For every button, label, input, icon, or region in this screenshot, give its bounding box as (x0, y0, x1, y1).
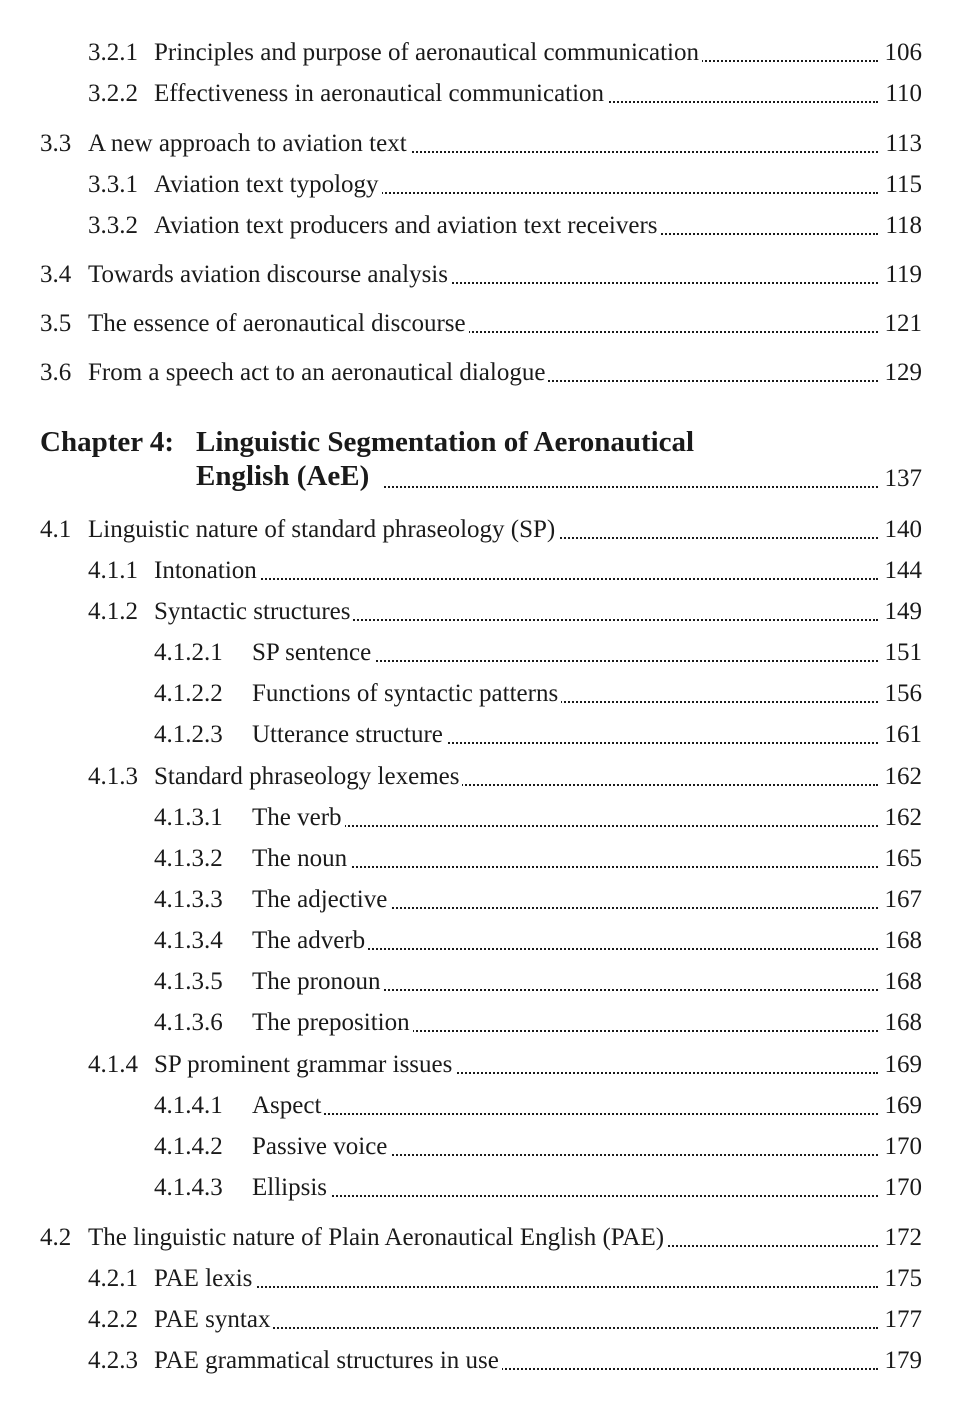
section-number: 4.1.2.2 (154, 680, 223, 707)
toc-entry[interactable] (0, 1048, 922, 1082)
page-number: 168 (881, 926, 923, 956)
toc-entry[interactable] (0, 209, 922, 243)
section-title: PAE syntax (154, 1305, 273, 1335)
toc-entry[interactable] (0, 554, 922, 588)
toc-entry[interactable] (0, 36, 922, 70)
section-title: Principles and purpose of aeronautical communication (154, 38, 702, 68)
toc-entry[interactable] (0, 1303, 922, 1337)
toc-entry[interactable] (0, 883, 922, 917)
toc-entry[interactable] (0, 1006, 922, 1040)
page-number: 110 (881, 79, 922, 109)
page-number: 175 (881, 1264, 923, 1294)
section-title: From a speech act to an aeronautical dialogue (88, 358, 548, 388)
section-title: Standard phraseology lexemes (154, 762, 462, 792)
page-number: 129 (881, 358, 923, 388)
section-title: Linguistic nature of standard phraseology (SP) (88, 515, 558, 545)
section-number: 4.1.3.4 (154, 927, 223, 954)
section-number: 4.1.4 (88, 1051, 138, 1078)
toc-entry[interactable] (0, 801, 922, 835)
toc-entry[interactable] (0, 842, 922, 876)
page-number: 162 (881, 803, 923, 833)
toc-entry[interactable] (0, 760, 922, 794)
toc-entry[interactable] (0, 307, 922, 341)
section-number: 4.2.3 (88, 1347, 138, 1374)
section-title: Functions of syntactic patterns (252, 679, 561, 709)
dot-leader (252, 825, 878, 827)
page-number: 113 (881, 129, 922, 159)
dot-leader (154, 578, 878, 580)
toc-entry[interactable] (0, 77, 922, 111)
page-number: 168 (881, 1008, 923, 1038)
page-number: 179 (881, 1346, 923, 1376)
section-number: 4.1.1 (88, 557, 138, 584)
page-number: 169 (881, 1091, 923, 1121)
page-number: 177 (881, 1305, 923, 1335)
section-number: 4.2.2 (88, 1306, 138, 1333)
section-title: The preposition (252, 1008, 413, 1038)
section-title: Aspect (252, 1091, 324, 1121)
dot-leader (252, 1195, 878, 1197)
toc-entry[interactable] (0, 965, 922, 999)
toc-entry[interactable] (0, 513, 922, 547)
dot-leader (154, 1286, 878, 1288)
page-number: 170 (881, 1132, 923, 1162)
toc-entry[interactable] (0, 718, 922, 752)
section-title: The pronoun (252, 967, 383, 997)
section-number: 3.3.1 (88, 171, 138, 198)
toc-entry[interactable] (0, 1171, 922, 1205)
toc-entry[interactable] (0, 1089, 922, 1123)
section-title: Towards aviation discourse analysis (88, 260, 451, 290)
section-title: The adverb (252, 926, 368, 956)
chapter-label: Chapter 4: (40, 426, 174, 458)
section-number: 4.1.3.6 (154, 1009, 223, 1036)
toc-entry[interactable] (0, 1344, 922, 1378)
page-number: 165 (881, 844, 923, 874)
section-number: 4.1.3.1 (154, 804, 223, 831)
section-number: 3.5 (40, 310, 72, 337)
toc-entry[interactable] (0, 258, 922, 292)
page-number: 144 (881, 556, 923, 586)
section-title: A new approach to aviation text (88, 129, 410, 159)
section-number: 4.1.2.1 (154, 639, 223, 666)
section-number: 4.1.3.5 (154, 968, 223, 995)
section-number: 4.2 (40, 1224, 72, 1251)
page-number: 169 (881, 1050, 923, 1080)
chapter-title-line1: Linguistic Segmentation of Aeronautical (196, 426, 695, 458)
page-number: 167 (881, 885, 923, 915)
page-number: 162 (881, 762, 923, 792)
section-number: 4.1.4.3 (154, 1174, 223, 1201)
section-number: 3.6 (40, 359, 72, 386)
dot-leader (384, 486, 878, 488)
toc-entry[interactable] (0, 127, 922, 161)
section-number: 4.1.4.2 (154, 1133, 223, 1160)
chapter-heading (40, 424, 695, 460)
toc-entry[interactable] (0, 1221, 922, 1255)
chapter-entry[interactable] (0, 462, 922, 496)
section-number: 4.1.3 (88, 763, 138, 790)
section-number: 3.3 (40, 130, 72, 157)
section-title: Effectiveness in aeronautical communication (154, 79, 607, 109)
page-number: 119 (881, 260, 922, 290)
section-title: Aviation text typology (154, 170, 382, 200)
page-number: 170 (881, 1173, 923, 1203)
section-title: Ellipsis (252, 1173, 330, 1203)
page-number: 156 (881, 679, 923, 709)
section-number: 4.1 (40, 516, 72, 543)
toc-entry[interactable] (0, 356, 922, 390)
section-title: Syntactic structures (154, 597, 353, 627)
page-number: 161 (881, 720, 923, 750)
section-title: SP sentence (252, 638, 374, 668)
section-number: 3.4 (40, 261, 72, 288)
page-number: 140 (881, 515, 923, 545)
section-number: 3.3.2 (88, 212, 138, 239)
section-title: The essence of aeronautical discourse (88, 309, 469, 339)
section-number: 4.1.2 (88, 598, 138, 625)
section-number: 4.1.3.2 (154, 845, 223, 872)
toc-entry[interactable] (0, 1262, 922, 1296)
section-title: The verb (252, 803, 345, 833)
toc-entry[interactable] (0, 168, 922, 202)
section-title: Aviation text producers and aviation text receivers (154, 211, 661, 241)
page-number: 151 (881, 638, 923, 668)
page-number: 137 (881, 464, 923, 494)
section-title: PAE lexis (154, 1264, 255, 1294)
section-title: PAE grammatical structures in use (154, 1346, 502, 1376)
toc-entry[interactable] (0, 636, 922, 670)
page-number: 149 (881, 597, 923, 627)
dot-leader (252, 1113, 878, 1115)
section-title: Intonation (154, 556, 260, 586)
section-title: The linguistic nature of Plain Aeronautical English (PAE) (88, 1223, 667, 1253)
section-title: Passive voice (252, 1132, 390, 1162)
section-number: 4.1.4.1 (154, 1092, 223, 1119)
section-number: 4.1.3.3 (154, 886, 223, 913)
section-title: The noun (252, 844, 350, 874)
section-title: The adjective (252, 885, 390, 915)
page-number: 121 (881, 309, 923, 339)
page-number: 168 (881, 967, 923, 997)
section-number: 4.2.1 (88, 1265, 138, 1292)
section-number: 3.2.2 (88, 80, 138, 107)
section-number: 3.2.1 (88, 39, 138, 66)
toc-entry[interactable] (0, 924, 922, 958)
page-number: 118 (881, 211, 922, 241)
toc-entry[interactable] (0, 677, 922, 711)
section-title: Utterance structure (252, 720, 446, 750)
page-number: 172 (881, 1223, 923, 1253)
section-number: 4.1.2.3 (154, 721, 223, 748)
toc-entry[interactable] (0, 1130, 922, 1164)
section-title: SP prominent grammar issues (154, 1050, 455, 1080)
page-number: 115 (881, 170, 922, 200)
chapter-title-line2: English (AeE) (196, 458, 372, 494)
toc-entry[interactable] (0, 595, 922, 629)
page-number: 106 (881, 38, 923, 68)
